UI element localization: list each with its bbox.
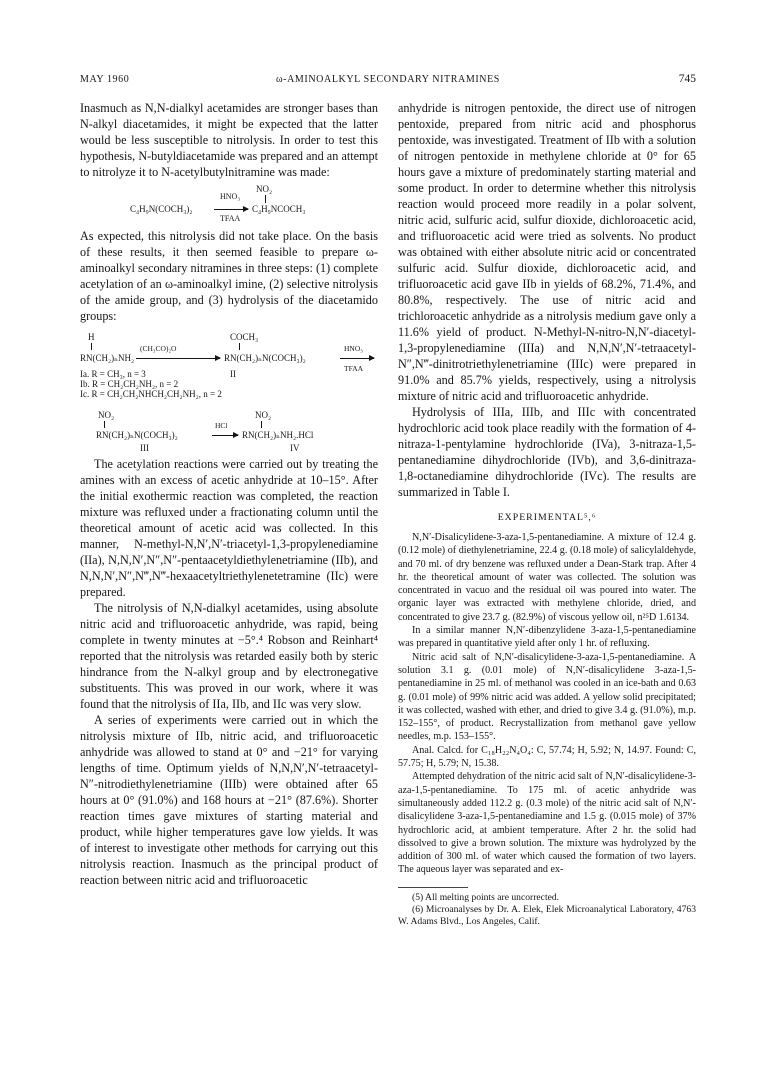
scheme2-bond-acetyl xyxy=(239,343,240,350)
page-number: 745 xyxy=(678,73,696,85)
paragraph-pentoxide: anhydride is nitrogen pentoxide, the direct use of nitrogen pentoxide, prepared from nitric acid and phosphorus pentoxide, was investigated. Treatment of IIb with a solution of nitrogen pentoxide in methylene chloride at 0° for 65 hours gave a mixture of predominately starting material and some product. In order to determine whether this nitrolysis reaction would proceed more readily in a polar solvent, nitric acid, sulfuric acid, sulfur dioxide, dichloroacetic acid, and trifluoroacetic acid were tried as solvents. No product was obtained with either absolute nitric acid or concentrated sulfuric acid. Sulfur dioxide, dichloroacetic acid, and trifluoroacetic acid gave IIb in yields of 68.2%, 71.4%, and 80.8%, respectively. The use of nitric acid and trichloroacetic anhydride as a nitrolysis medium gave only a 11.6% yield of product. N-Methyl-N-nitro-N,N′-diacetyl-1,3-propylenediamine (IIIa) and N,N,N′,N′-tetraacetyl-N″,N‴-dinitrotriethylenetriamine (IIIc) were prepared in 91.0% and 85.7% yields, respectively, using a nitrolysis mixture of nitric acid and trifluoroacetic anhydride. xyxy=(398,101,696,403)
issue-date: MAY 1960 xyxy=(80,74,130,85)
scheme2-reagent-nitric: HNO₃ xyxy=(344,344,363,353)
reaction-scheme-1 xyxy=(80,180,378,228)
scheme1-no2: NO₂ xyxy=(256,184,273,194)
footnote-5: (5) All melting points are uncorrected. xyxy=(412,891,560,903)
scheme2-row-c: Ic. R = CH₂CH₂NHCH₂CH₂NH₂, n = 2 xyxy=(80,389,222,399)
paragraph-strategy: As expected, this nitrolysis did not take place. On the basis of these results, it then seemed feasible to prepare ω-aminoalkyl secondary nitramines in three steps: (1) complete acetylation of an ω-aminoalkyl imine, (2) selective nitrolysis of the amide group, and (3) hydrolysis of the diacetamido groups: xyxy=(80,229,378,323)
scheme2-arrow-3 xyxy=(212,435,238,436)
scheme2-nitro-reactant: RN(CH₂)ₙN(COCH₃)₂ xyxy=(96,430,178,440)
scheme1-reactant: C₄H₉N(COCH₃)₂ xyxy=(130,204,193,214)
procedure-dibenzylidene: In a similar manner N,N′-dibenzylidene 3-aza-1,5-pentanediamine was prepared in quantitative yield after only 1 hr. of refluxing. xyxy=(398,625,696,650)
running-head xyxy=(80,74,696,88)
paragraph-intro: Inasmuch as N,N-dialkyl acetamides are stronger bases than N-alkyl diacetamides, it might be expected that the latter would be less susceptible to nitrolysis. In order to test this hypothesis, N-butyldiacetamide was prepared and an attempt to nitrolyze it to N-acetylbutylnitramine was made: xyxy=(80,101,378,179)
procedure-dehydration: Attempted dehydration of the nitric acid salt of N,N′-disalicylidene-3-aza-1,5-pentanediamine. To 175 ml. of acetic anhydride was simultaneously added 112.2 g. (0.3 mole) of the nitric acid salt of N,N′-disalicylidene 3-aza-1,5-pentanediamine and 1.5 g. (0.015 mole) of 37% hydrochloric acid, at ambient temperature. After 2 hr. the solid had dissolved to give a brown solution. The mixture was hydrolyzed by the addition of 300 ml. of water which caused the formation of two layers. The aqueous layer was separated and ex- xyxy=(398,771,696,876)
scheme2-reactant: RN(CH₂)ₙNH₂ xyxy=(80,353,135,363)
scheme2-label-iv: IV xyxy=(290,443,300,453)
scheme2-acetyl: COCH₃ xyxy=(230,332,259,342)
paragraph-experiments: A series of experiments were carried out in which the nitrolysis mixture of IIb, nitric acid, and trifluoroacetic anhydride was allowed to stand at 0° and −21° for varying lengths of time. Optimum yields of N,N,N′,N′-tetraacetyl-N″-nitrodiethylenetriamine (IIIb) were obtained after 65 hours at 0° (91.0%) and 168 hours at −21° (87.6%). Shorter reaction times gave mixtures of starting material and product, while higher temperatures gave low yields. It was of interest to investigate other methods for carrying out this nitrolysis reaction. Inasmuch as the principal product of reaction between nitric acid and trifluoroacetic xyxy=(80,713,378,887)
right-column xyxy=(398,100,696,928)
scheme2-label-ii: II xyxy=(230,369,236,379)
scheme2-no2-left: NO₂ xyxy=(98,410,115,420)
paragraph-acetylation: The acetylation reactions were carried out by treating the amines with an excess of acetic anhydride at 10–15°. After the initial exothermic reaction was completed, the reaction mixture was refluxed under a fractionating column until the theoretical amount of acetic acid was collected. In this manner, N-methyl-N,N′,N′-triacetyl-1,3-propylenediamine (IIa), N,N,N′,N″,N″-pentaacetyldiethylenetriamine (IIb), and N,N,N′,N″,N‴,N‴-hexaacetyltriethylenetetramine (IIc) were prepared. xyxy=(80,457,378,599)
scheme1-arrow xyxy=(214,209,248,210)
footnote-6: (6) Microanalyses by Dr. A. Elek, Elek Microanalytical Laboratory, 4763 W. Adams Blvd., Los Angeles, Calif. xyxy=(398,903,696,927)
scheme2-h: H xyxy=(88,332,95,342)
reaction-scheme-2 xyxy=(80,324,378,456)
paragraph-hydrolysis: Hydrolysis of IIIa, IIIb, and IIIc with concentrated hydrochloric acid took place readily with the formation of 4-nitraza-1-pentylamine hydrochloride (IVa), 3-nitraza-1,5-pentanediamine dihydrochloride (IVb), and 3,6-dinitraza-1,8-octanediamine dihydrochloride (IVc). The results are summarized in Table I. xyxy=(398,405,696,499)
paragraph-nitrolysis: The nitrolysis of N,N-dialkyl acetamides, using absolute nitric acid and trifluoroacetic anhydride, was rapid, being complete in twenty minutes at −5°.⁴ Robson and Reinhart⁴ reported that the nitrolysis was retarded easily both by steric hindrance from the N-alkyl group and by electronegative substituents. This was proved in our work, where it was found that the nitrolysis of IIa, IIb, and IIc was very slow. xyxy=(80,601,378,711)
scheme1-product: C₄H₉NCOCH₃ xyxy=(252,204,306,214)
scheme2-reagent-anhydride: (CH₃CO)₂O xyxy=(140,344,177,353)
scheme1-reagent-bottom: TFAA xyxy=(220,214,241,223)
scheme2-reagent-tfaa: TFAA xyxy=(344,364,364,373)
scheme2-bond-no2-right xyxy=(261,421,262,428)
scheme2-row-b: Ib. R = CH₂CH₂NH₂, n = 2 xyxy=(80,379,179,389)
analysis-result: Anal. Calcd. for C₁₈H₂₂N₄O₄: C, 57.74; H, 5.92; N, 14.97. Found: C, 57.75; H, 5.79; N, 15.38. xyxy=(398,744,696,770)
scheme2-arrow-2 xyxy=(340,358,374,359)
scheme2-arrow-1 xyxy=(136,358,220,359)
scheme2-no2-right: NO₂ xyxy=(255,410,272,420)
procedure-disalicylidene: N,N′-Disalicylidene-3-aza-1,5-pentanediamine. A mixture of 12.4 g. (0.12 mole) of diethylenetriamine, 22.4 g. (0.18 mole) of salicylaldehyde, and 70 ml. of dry benzene was refluxed under a Dean-Stark trap. After 4 hr. the theoretical amount of water was collected. The solution was concentrated in vacuo and the residual oil was poured into water. The organic layer was extracted with methylene chloride, dried, and concentrated to give 23.7 g. (82.9%) of viscous yellow oil, n²⁵D 1.6134. xyxy=(398,532,696,623)
scheme2-bond-h xyxy=(91,343,92,350)
scheme2-nitro-product: RN(CH₂)ₙNH₂.HCl xyxy=(242,430,314,440)
footnote-rule xyxy=(398,887,468,888)
scheme2-reagent-hcl: HCl xyxy=(215,421,228,430)
scheme2-label-iii: III xyxy=(140,443,149,453)
article-short-title: ω-AMINOALKYL SECONDARY NITRAMINES xyxy=(276,74,500,85)
scheme1-reagent-top: HNO₃ xyxy=(220,192,241,201)
scheme1-bond xyxy=(265,195,266,203)
procedure-nitric-salt: Nitric acid salt of N,N′-disalicylidene-3-aza-1,5-pentanediamine. A solution 3.1 g. (0.01 mole) of N,N′-disalicylidene 3-aza-1,5-pentanediamine in 25 ml. of methanol was cooled in an ice-bath and 0.63 g. (0.01 mole) of 99% nitric acid was added. A yellow solid precipitated; it was collected, washed with ether, and dried to give 3.4 g. (91.0%), m.p. 152–155°, of product. Recrystallization from methanol gave yellow needles, m.p. 153–155°. xyxy=(398,651,696,743)
left-column xyxy=(80,100,378,888)
scheme2-bond-no2-left xyxy=(104,421,105,428)
experimental-heading: EXPERIMENTAL⁵,⁶ xyxy=(497,512,597,523)
scheme2-row-a: Ia. R = CH₃, n = 3 xyxy=(80,369,146,379)
scheme2-intermediate: RN(CH₂)ₙN(COCH₃)₂ xyxy=(224,353,306,363)
